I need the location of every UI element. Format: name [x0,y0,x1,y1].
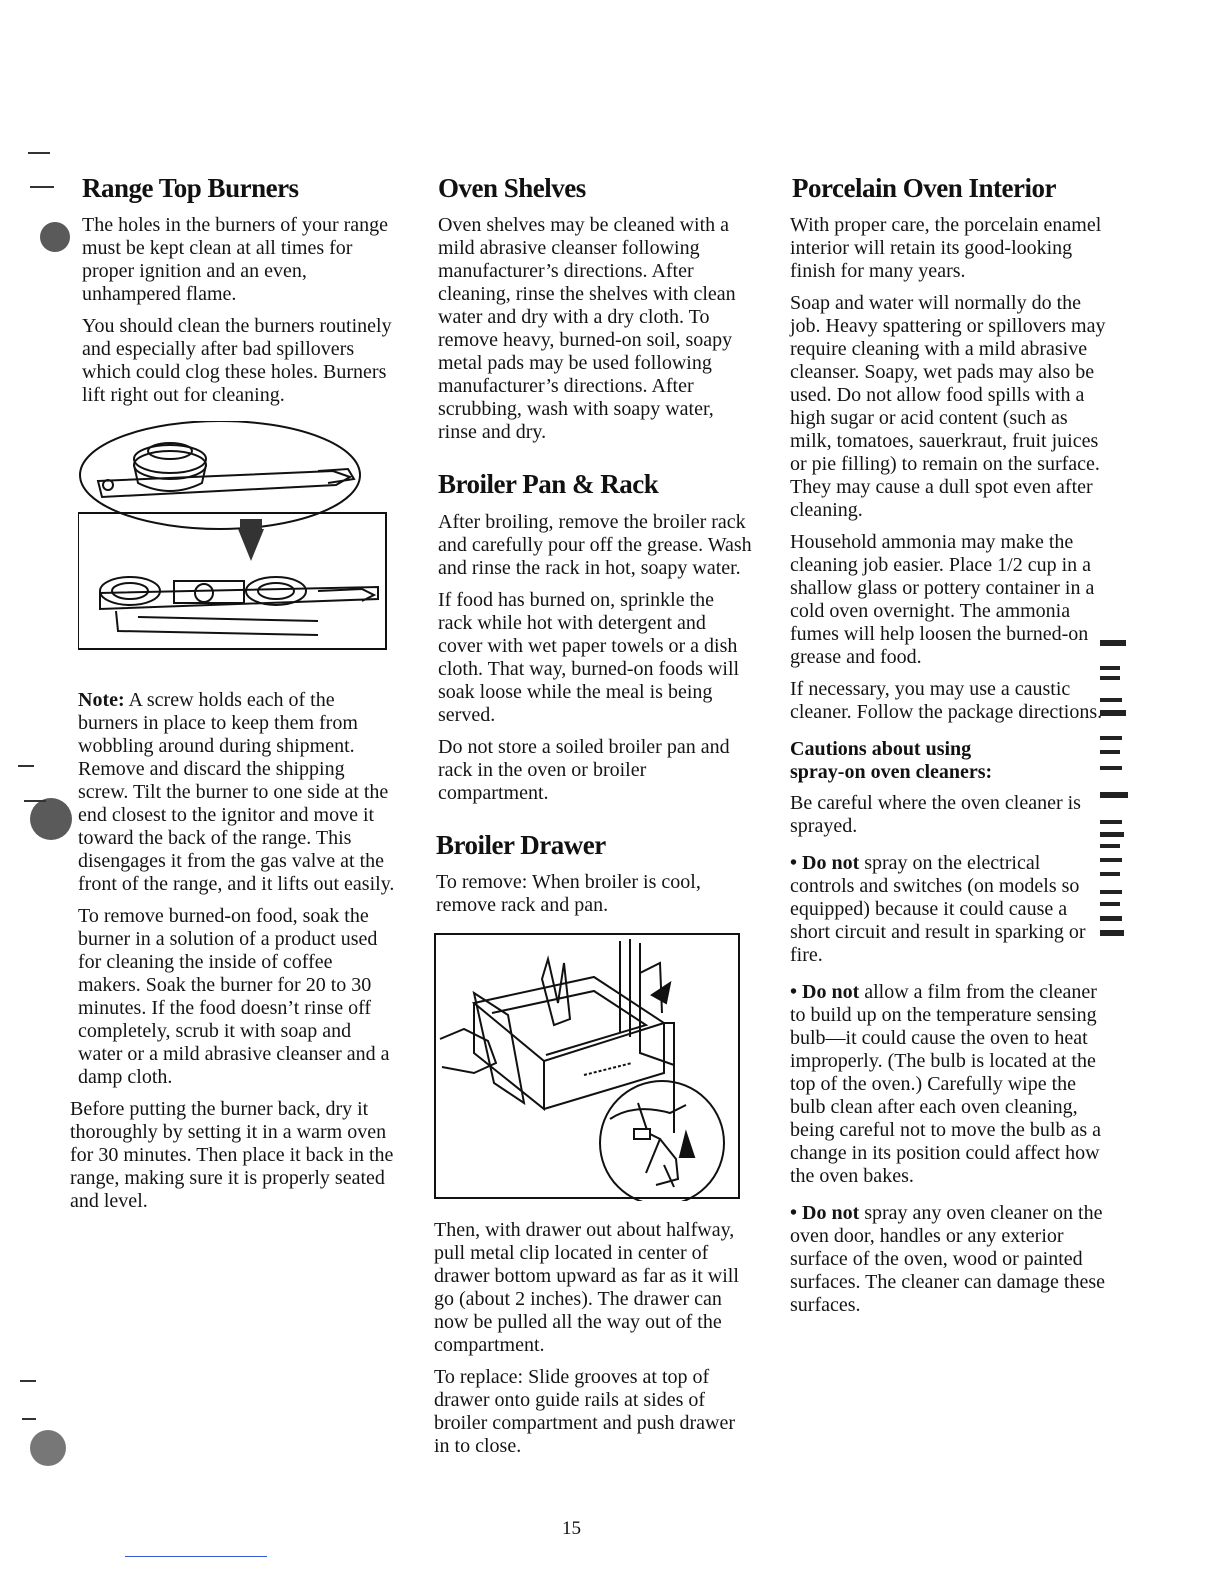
broiler-pan-paragraph: After broiling, remove the broiler rack and carefully pour off the grease. Wash and rinse the rack in hot, soapy water. [438,510,752,579]
caution-bullet-text: spray on the electrical controls and switches (on models so equipped) because it could cause a short circuit and result in sparking or fire. [790,852,1086,967]
column-oven-shelves-broiler [434,172,752,1478]
margin-mark [22,1418,36,1420]
burner-removal-illustration [78,421,398,671]
range-top-paragraph: To remove burned-on food, soak the burner in a solution of a product used for cleaning the inside of coffee makers. Soak the burner for 20 to 30 minutes. If the food doesn’t rinse off completely, scrub it with soap and water or a mild abrasive cleanser and a damp cloth. [78,905,390,1089]
caution-bullet [790,981,1108,1188]
section-broiler-pan [434,468,752,804]
porcelain-paragraph: With proper care, the porcelain enamel interior will retain its good-looking finish for many years. [790,214,1102,283]
cautions-paragraph: Be careful where the oven cleaner is sprayed. [790,792,1081,838]
heading-broiler-pan: Broiler Pan & Rack [438,469,659,500]
broiler-drawer-illustration [434,933,740,1201]
binder-hole-middle [30,798,72,840]
margin-mark [24,800,46,802]
column-range-top-burners [70,172,398,1222]
broiler-drawer-paragraph: To remove: When broiler is cool, remove rack and pan. [436,871,701,917]
margin-mark [28,152,50,154]
oven-shelves-paragraph: Oven shelves may be cleaned with a mild abrasive cleanser following manufacturer’s directions. After cleaning, rinse the shelves with clean water and dry with a dry cloth. To remove heavy, burned-on soil, soapy metal pads may be used following manufacturer’s directions. After scrubbing, wash with soapy water, rinse and dry. [438,214,736,444]
caution-bullet-text: spray any oven cleaner on the oven door, handles or any exterior surface of the oven, wood or painted surfaces. The cleaner can damage these surfaces. [790,1202,1106,1317]
broiler-drawer-paragraph: Then, with drawer out about halfway, pull metal clip located in center of drawer bottom upward as far as it will go (about 2 inches). The drawer can now be pulled all the way out of the compartment. [434,1219,739,1357]
porcelain-paragraph: Soap and water will normally do the job. Heavy spattering or spillovers may require cleaning with a mild abrasive cleanser. Soapy, wet pads may also be used. Do not allow food spills with a high sugar or acid content (such as milk, tomatoes, sauerkraut, fruit juices or pie filling) to remain on the surface. They may cause a dull spot even after cleaning. [790,292,1106,522]
porcelain-paragraph: Household ammonia may make the cleaning job easier. Place 1/2 cup in a shallow glass or pottery container in a cold oven overnight. The ammonia fumes will help loosen the burned-on grease and food. [790,531,1095,669]
broiler-pan-paragraph: If food has burned on, sprinkle the rack while hot with detergent and cover with wet paper towels or a dish cloth. That way, burned-on foods will soak loose while the meal is being served. [438,588,740,726]
page-number: 15 [562,1518,581,1539]
binder-hole-top [40,222,70,252]
heading-broiler-drawer: Broiler Drawer [436,829,606,860]
note-paragraph [78,689,398,896]
note-text: A screw holds each of the burners in place to keep them from wobbling around during shipment. Remove and discard the shipping screw. Tilt the burner to one side at the end closest to the ignitor and move it toward the back of the range. This disengages it from the gas valve at the front of the range, and it lifts out easily. [78,689,395,896]
range-top-paragraph: Before putting the burner back, dry it thoroughly by setting it in a warm oven for 30 minutes. Then place it back in the range, making sure it is properly seated and level. [70,1098,394,1213]
margin-mark [18,765,34,767]
heading-range-top-burners: Range Top Burners [82,173,299,203]
scan-underline-artifact [125,1556,267,1557]
column-porcelain-oven-interior [790,172,1108,1326]
caution-bullet [790,1202,1108,1317]
broiler-drawer-paragraph: To replace: Slide grooves at top of drawer onto guide rails at sides of broiler compartment and push drawer in to close. [434,1366,736,1458]
margin-mark [30,186,54,188]
note-label: Note: [78,689,125,712]
caution-bullet-emphasis: • Do not [790,1202,860,1225]
caution-bullet-emphasis: • Do not [790,852,860,875]
heading-cautions: Cautions about using spray-on oven cleaners: [790,738,993,784]
caution-bullet [790,852,1108,967]
margin-scan-artifact [1100,640,1160,960]
binder-hole-bottom [30,1430,66,1466]
heading-oven-shelves: Oven Shelves [438,173,586,203]
margin-mark [20,1380,36,1382]
heading-porcelain-oven-interior: Porcelain Oven Interior [792,173,1056,203]
range-top-paragraph: The holes in the burners of your range must be kept clean at all times for proper ignition and an even, unhampered flame. [82,214,389,306]
caution-bullet-text: allow a film from the cleaner to build up on the temperature sensing bulb—it could cause the oven to heat improperly. (The bulb is located at the top of the oven.) Carefully wipe the bulb clean after each oven cleaning, being careful not to move the bulb as a change in its position could affect how the oven bakes. [790,981,1102,1188]
section-broiler-drawer [434,829,752,1458]
caution-bullet-emphasis: • Do not [790,981,860,1004]
range-top-paragraph: You should clean the burners routinely and especially after bad spillovers which could clog these holes. Burners lift right out for cleaning. [82,315,392,407]
section-oven-shelves [434,172,752,444]
broiler-pan-paragraph: Do not store a soiled broiler pan and rack in the oven or broiler compartment. [438,735,730,804]
porcelain-paragraph: If necessary, you may use a caustic cleaner. Follow the package directions. [790,678,1103,724]
